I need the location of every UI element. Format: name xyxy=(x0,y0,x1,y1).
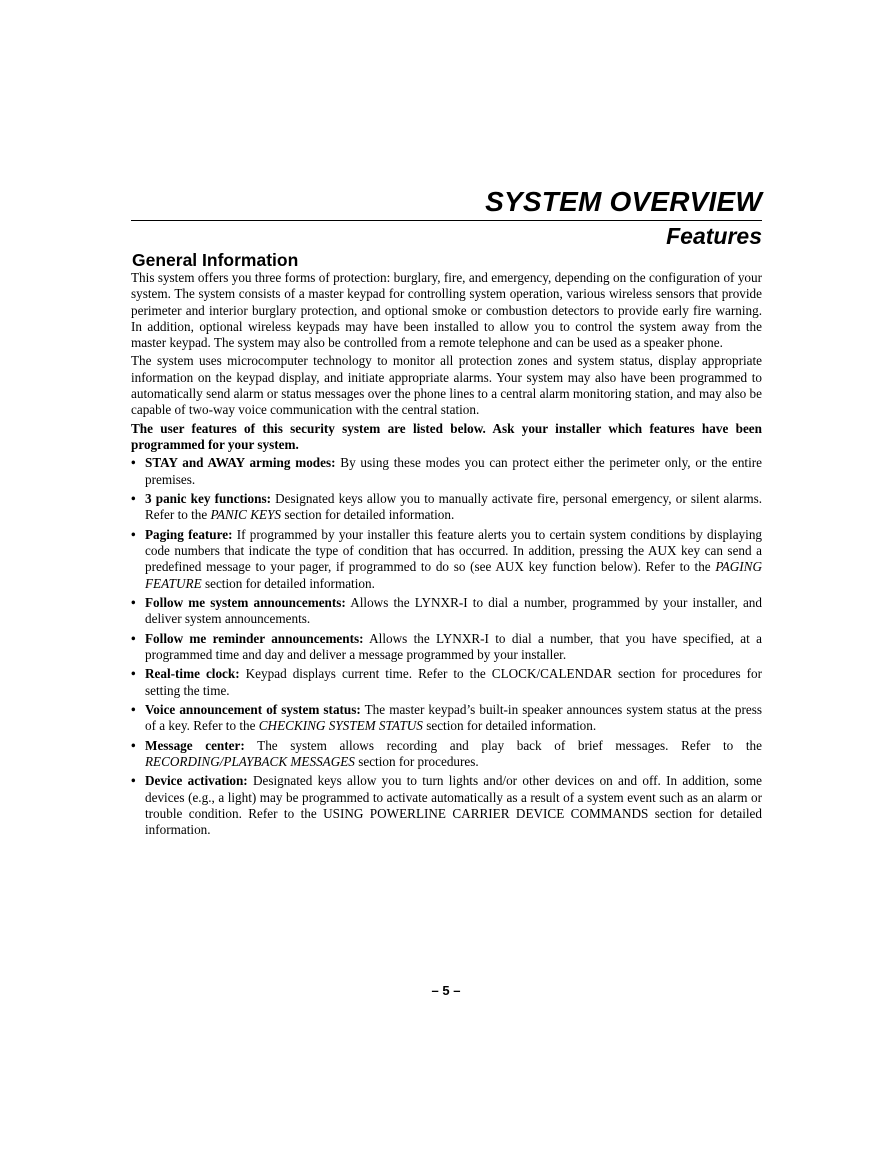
feature-text: Designated keys allow you to turn lights and/or other devices on and off. In addition, some devices (e.g., a light) may be programmed to activate automatically as a result of a system event such as an alarm or trouble condition. Refer to the USING POWERLINE CARRIER DEVICE COMMANDS section for detailed information. xyxy=(145,773,762,838)
bullet: • xyxy=(131,737,136,753)
feature-item-panic-keys xyxy=(131,491,762,524)
bullet: • xyxy=(131,490,136,506)
bullet: • xyxy=(131,455,136,471)
feature-text-after: section for detailed information. xyxy=(281,507,455,523)
feature-text: Allows the LYNXR-I to dial a number, programmed by your installer, and deliver system announcements. xyxy=(145,594,762,627)
section-reference: RECORDING/PLAYBACK MESSAGES xyxy=(145,753,355,769)
bullet: • xyxy=(131,666,136,682)
feature-term: STAY and AWAY arming modes: xyxy=(145,455,336,471)
feature-item-voice-announcement xyxy=(131,702,762,735)
feature-item-arming-modes xyxy=(131,455,762,488)
feature-text: Designated keys allow you to manually activate fire, personal emergency, or silent alarms. Refer to the xyxy=(145,490,763,523)
features-intro: The user features of this security system are listed below. Ask your installer which features have been programmed for your system. xyxy=(131,420,762,452)
feature-text: The master keypad’s built-in speaker announces system status at the press of a key. Refer to the xyxy=(145,701,762,734)
feature-text: Keypad displays current time. Refer to the CLOCK/CALENDAR section for procedures for setting the time. xyxy=(145,666,762,698)
feature-item-real-time-clock xyxy=(131,666,762,699)
feature-term: 3 panic key functions: xyxy=(145,490,271,506)
feature-term: Follow me reminder announcements: xyxy=(145,630,364,646)
page-content xyxy=(131,186,762,842)
feature-term: Message center: xyxy=(145,737,245,753)
feature-term: Voice announcement of system status: xyxy=(145,701,361,717)
page-subtitle: Features xyxy=(666,223,762,249)
bullet: • xyxy=(131,773,136,789)
feature-item-paging xyxy=(131,527,762,592)
title-rule xyxy=(131,220,762,221)
section-reference: PANIC KEYS xyxy=(210,507,282,523)
bullet: • xyxy=(131,630,136,646)
section-title: SYSTEM OVERVIEW xyxy=(485,186,762,217)
feature-text: The system allows recording and play back of brief messages. Refer to the xyxy=(244,737,762,753)
feature-text-after: section for detailed information. xyxy=(201,575,375,591)
feature-text: Allows the LYNXR-I to dial a number, that you have specified, at a programmed time and day and deliver a message programmed by your installer. xyxy=(145,630,762,662)
feature-term: Real-time clock: xyxy=(145,666,240,682)
feature-item-device-activation xyxy=(131,773,762,838)
feature-text-after: section for detailed information. xyxy=(422,718,597,734)
technology-paragraph: The system uses microcomputer technology to monitor all protection zones and system status, display appropriate information on the keypad display, and initiate appropriate alarms. Your system may also have been programmed to automatically send alarm or status messages over the phone lines to a central alarm monitoring station, and may also be capable of two-way voice communication with the central station. xyxy=(131,353,762,418)
feature-item-follow-me-system xyxy=(131,595,762,628)
feature-text: By using these modes you can protect either the perimeter only, or the entire premises. xyxy=(145,455,762,487)
feature-term: Paging feature: xyxy=(145,526,233,542)
feature-item-message-center xyxy=(131,738,762,771)
feature-text: If programmed by your installer this feature alerts you to certain system conditions by displaying code numbers that indicate the type of condition that has occurred. In addition, pressing the AUX key can send a predefined message to your pager, if programmed to do so (see AUX key function below). Refer to the xyxy=(145,526,763,575)
feature-term: Device activation: xyxy=(145,773,248,789)
general-information-heading: General Information xyxy=(132,250,299,270)
intro-paragraph: This system offers you three forms of protection: burglary, fire, and emergency, depending on the configuration of your system. The system consists of a master keypad for controlling system operation, various wireless sensors that provide perimeter and interior burglary protection, and optional smoke or combustion detectors to provide early fire warning. In addition, optional wireless keypads may have been installed to allow you to control the system away from the master keypad. The system may also be controlled from a remote telephone and can be used as a speaker phone. xyxy=(131,270,762,351)
section-reference: CHECKING SYSTEM STATUS xyxy=(258,718,423,734)
page-number: – 5 – xyxy=(431,983,461,998)
feature-item-follow-me-reminder xyxy=(131,631,762,664)
feature-text-after: section for procedures. xyxy=(354,753,479,769)
features-list xyxy=(131,455,762,838)
feature-term: Follow me system announcements: xyxy=(145,594,346,610)
bullet: • xyxy=(131,594,136,610)
section-reference: PAGING FEATURE xyxy=(145,559,762,591)
bullet: • xyxy=(131,526,136,542)
bullet: • xyxy=(131,701,136,717)
